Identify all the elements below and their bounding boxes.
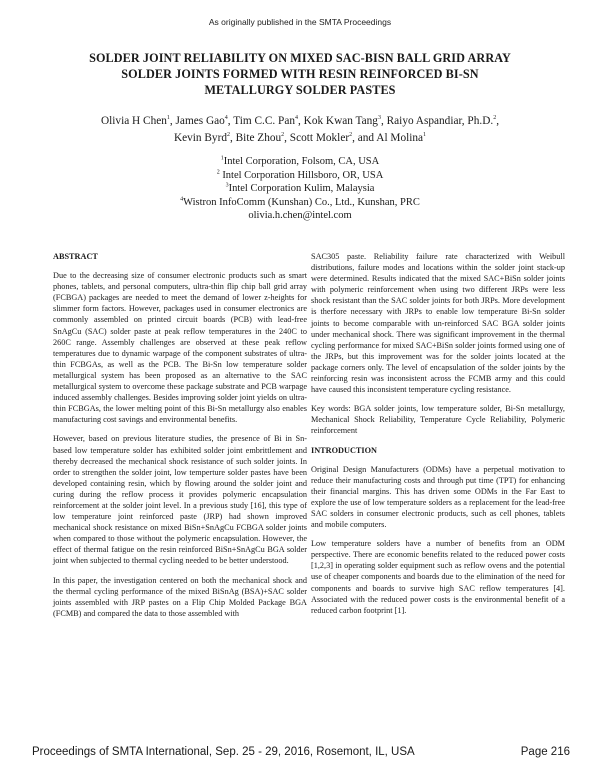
- author-name: Kok Kwan Tang: [303, 115, 378, 127]
- abstract-paragraph: Due to the decreasing size of consumer electronic products such as smart phones, tablets, and personal computers, ultra-thin flip chip ball grid array (FCBGA) packages are needed to meet the demand of lower z-heights for slimmer form factors. However, packages used in consumer electronics are commonly assembled on printed circuit boards (PCB) with lead-free SnAgCu (SAC) solder paste at peak reflow temperatures in the 240C to 260C range. Assembly challenges are observed at these peak reflow temperatures due to dynamic warpage of the component substrates of ultra-thin FCBGAs, as well as the PCB. The Bi-Sn low temperature solder metallurgical system has been proposed as an alternative to the SAC metallurgical system to overcome these package substrate and PCB warpage induced assembly challenges. Besides improving solder joint yields on ultra-thin FCBGAs, the lower melting point of this Bi-Sn metallurgy also enables manufacturing cost savings and environmental benefits.: [53, 271, 307, 425]
- author-affil-sup: 2: [349, 132, 353, 139]
- author-affil-sup: 2: [281, 132, 285, 139]
- body-paragraph: Original Design Manufacturers (ODMs) have a perpetual motivation to reduce their manufacturing costs and through put time (TPT) for enhancing their financial margins. This has driven some ODMs in the Far East to explore the use of low temperature solders as a replacement for the lead-free SAC solders in consumer electronic products, such as cell phones, tablets and mobile computers.: [311, 464, 565, 530]
- author-line-1: Olivia H Chen$^1$, James Gao$^4$, Tim C.C. Pan$^4$, Kok Kwan Tang$^3$, Raiyo Aspandiar, Ph.D.$^2$,: [100, 115, 500, 127]
- author-affil-sup: 2: [226, 132, 230, 139]
- paper-title: [40, 50, 560, 98]
- author-affil-sup: 1: [423, 132, 427, 139]
- author-name: Bite Zhou: [235, 132, 282, 144]
- publication-note: As originally published in the SMTA Proceedings: [208, 17, 392, 27]
- title-line-2: SOLDER JOINTS FORMED WITH RESIN REINFORCED BI-SN: [121, 67, 479, 81]
- author-name: Al Molina: [376, 132, 424, 144]
- affiliation-item: $^4$Wistron InfoComm (Kunshan) Co., Ltd., Kunshan, PRC: [180, 196, 420, 208]
- author-affil-sup: 4: [295, 115, 298, 122]
- page-number: Page 216: [520, 746, 570, 758]
- author-name: Tim C.C. Pan: [233, 115, 295, 127]
- author-name: Raiyo Aspandiar, Ph.D.: [386, 115, 494, 127]
- author-name: Scott Mokler: [289, 132, 350, 144]
- author-name: James Gao: [175, 115, 225, 127]
- author-line-2: Kevin Byrd$^2$, Bite Zhou$^2$, Scott Mokler$^2$, and Al Molina$^1$: [173, 132, 427, 144]
- title-line-3: METALLURGY SOLDER PASTES: [204, 83, 396, 97]
- body-paragraph: SAC305 paste. Reliability failure rate characterized with Weibull distributions, failure modes and locations within the solder joint stack-up were determined. Results indicated that the mixed SAC+BiSn solder joints with polymeric reinforcement when using two different JRPs were less shock resistant than the SAC solder joints for both JRPs. More development is therfore necessary with JRPs to enable low temperature Bi-Sn solder joints to become comparable with un-reinforced SAC BGA solder joints under mechanical shock. There was significant improvement in the thermal cycling performance for mixed SAC+BiSn solder joints formed using one of the JRPs, but this improvement was for the solder joints located at the package corners only. The level of encapsulation of the solder joints by the reinforcing resin was inconsistent across the FCMB army and this could have caused this inconsistent temperature cycling resistance.: [311, 252, 565, 395]
- title-line-1: SOLDER JOINT RELIABILITY ON MIXED SAC-BISN BALL GRID ARRAY: [89, 51, 511, 65]
- author-affil-sup: 4: [224, 115, 228, 122]
- affiliation-item: $^3$Intel Corporation Kulim, Malaysia: [225, 182, 375, 194]
- author-name: Olivia H Chen: [100, 115, 167, 127]
- affiliations: [80, 155, 520, 223]
- abstract-heading: ABSTRACT: [53, 252, 98, 261]
- introduction-heading: INTRODUCTION: [311, 445, 378, 455]
- contact-email[interactable]: olivia.h.chen@intel.com: [248, 210, 352, 221]
- author-affil-sup: 3: [377, 115, 381, 122]
- author-list: [45, 113, 555, 147]
- author-affil-sup: 1: [166, 115, 170, 122]
- body-paragraph: In this paper, the investigation centered on both the mechanical shock and the thermal cycling performance of the mixed BiSnAg (BSA)+SAC solder joints assembled with JRP pastes on a Flip Chip Molded Package BGA (FCMB) and compared the data to those assembled with: [53, 575, 307, 618]
- right-column: [311, 251, 565, 624]
- author-name: Kevin Byrd: [173, 132, 227, 144]
- keywords: Key words: BGA solder joints, low temperature solder, Bi-Sn metallurgy, Mechanical Shock Reliability, Temperature Cycle Reliability, Polymeric reinforcement: [311, 404, 565, 436]
- body-paragraph: Low temperature solders have a number of benefits from an ODM perspective. There are economic benefits related to the reduced power costs [1,2,3] in operating solder equipment such as reflow ovens and the potential use of cheaper components and boards due to the elimination of the need for components and boards to survive high SAC reflow temperatures [4]. Associated with the reduced power costs is the environmental benefit of a reduced carbon footprint [1].: [311, 539, 565, 615]
- affiliation-item: $^1$Intel Corporation, Folsom, CA, USA: [220, 155, 380, 167]
- body-paragraph: However, based on previous literature studies, the presence of Bi in Sn-based low temperature solder has exhibited solder joint embrittlement and thereby decreased the mechanical shock resistance of such solder joints. In order to strengthen the solder joint, low temperture solder pastes have been developed containing resin, which by flowing around the solder joint and curing during the reflow process it provides polymeric encapsulation reinforcement at the solder joint level. In a previous study [16], this type of low temperature joint reinforced paste (JRP) had shown improved mechanical shock resistance on mixed BiSn+SnAgCu FCBGA solder joints when compared to those without the polymeric encapsulation. However, the effect of thermal fatigue on the resin reinforced BiSn+SnAgCu BGA solder joint when subjected to thermal cycling needed to be better understood.: [53, 434, 307, 566]
- author-affil-sup: 2: [493, 115, 497, 122]
- proceedings-citation: Proceedings of SMTA International, Sep. 25 - 29, 2016, Rosemont, IL, USA: [32, 746, 415, 758]
- affiliation-item: $^2$ Intel Corporation Hillsboro, OR, USA: [216, 169, 384, 181]
- left-column: [53, 251, 307, 627]
